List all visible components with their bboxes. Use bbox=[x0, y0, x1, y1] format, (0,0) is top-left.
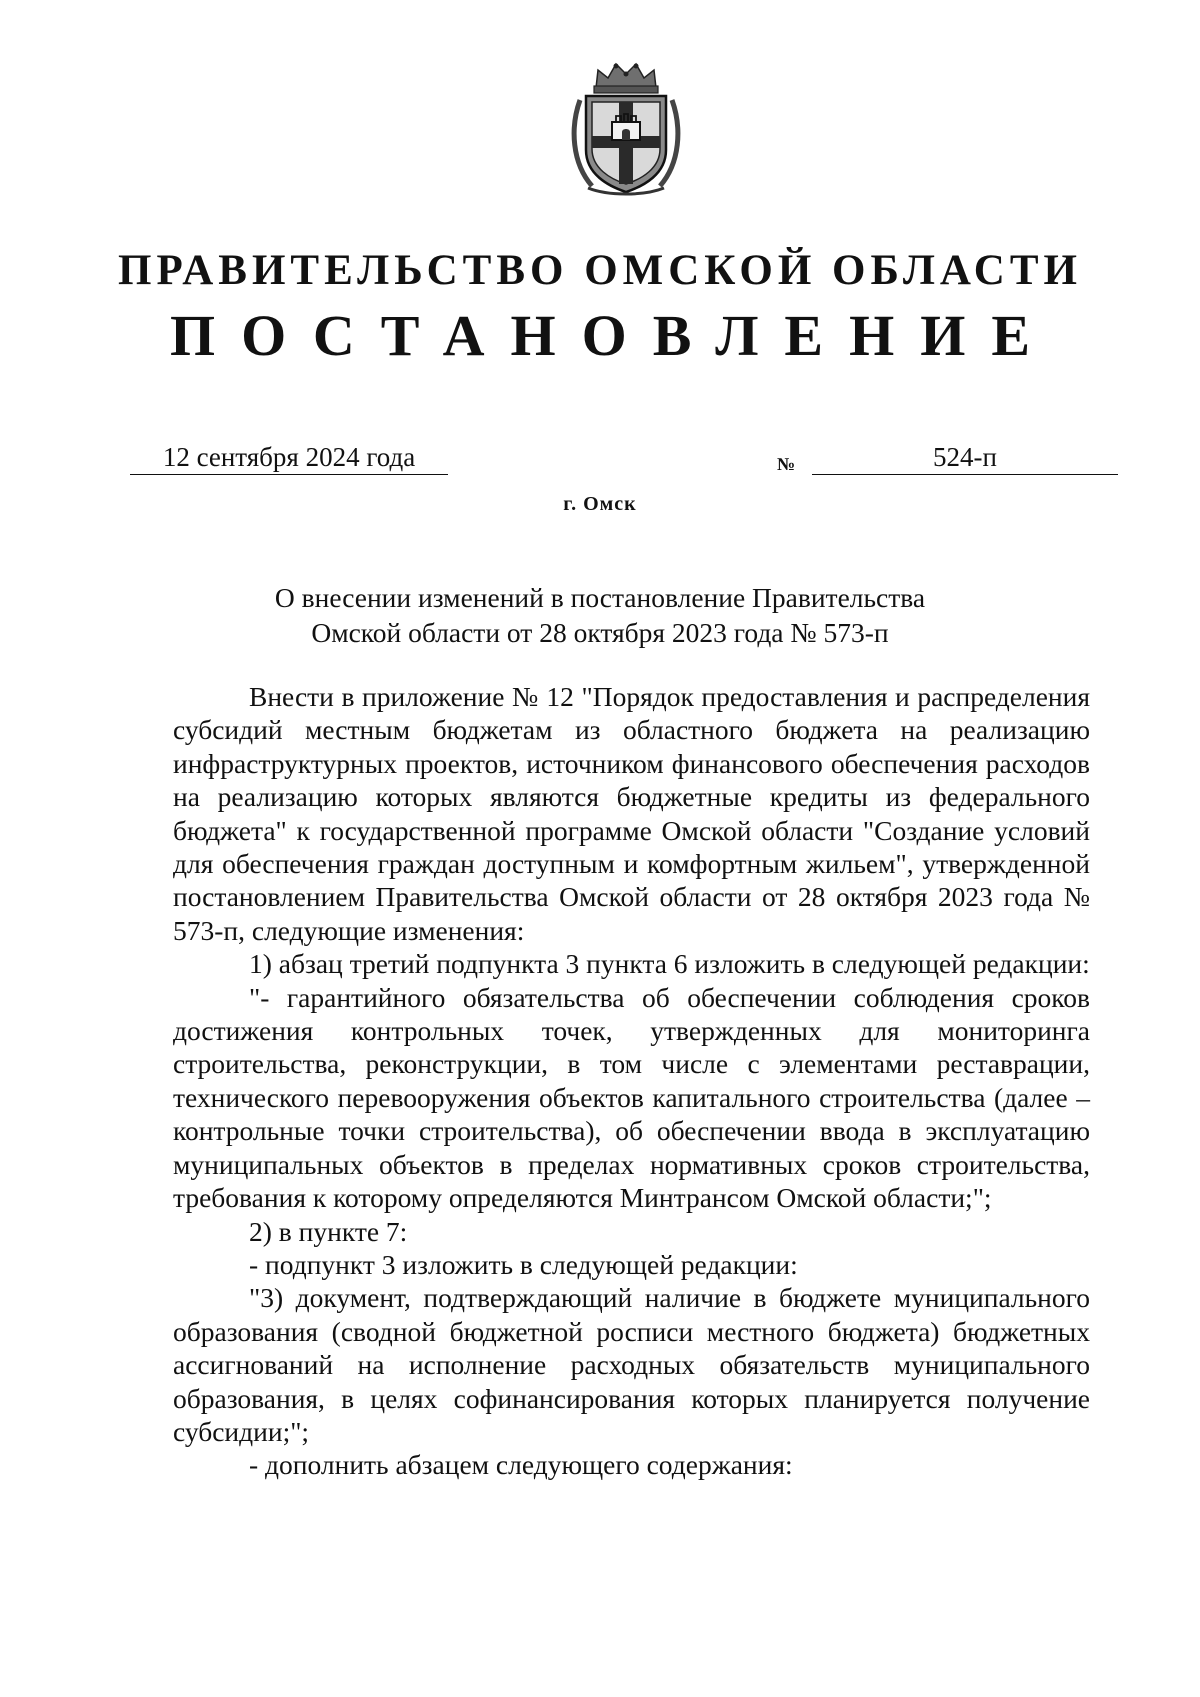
document-date: 12 сентября 2024 года bbox=[130, 440, 448, 475]
subject-line-1: О внесении изменений в постановление Правительства bbox=[274, 582, 926, 613]
coat-of-arms-icon bbox=[568, 58, 684, 198]
paragraph: 1) абзац третий подпункта 3 пункта 6 изложить в следующей редакции: bbox=[249, 948, 1090, 980]
paragraph: "3) документ, подтверждающий наличие в бюджете муниципального образования (сводной бюджетной росписи местного бюджета) бюджетных ассигнований на исполнение расходных обязательств муниципального образования, в целях софинансирования которых планируется получение субсидии;"; bbox=[173, 1282, 1090, 1447]
paragraph: 2) в пункте 7: bbox=[249, 1215, 408, 1247]
document-subject bbox=[140, 580, 1060, 650]
subject-line-2: Омской области от 28 октября 2023 года № 573-п bbox=[311, 617, 889, 648]
paragraph: - дополнить абзацем следующего содержания: bbox=[249, 1449, 793, 1481]
government-title: ПРАВИТЕЛЬСТВО ОМСКОЙ ОБЛАСТИ bbox=[118, 247, 1082, 294]
paragraph: Внести в приложение № 12 "Порядок предоставления и распределения субсидий местным бюджетам из областного бюджета на реализацию инфраструктурных проектов, источником финансового обеспечения расходов на реализацию которых являются бюджетные кредиты из федерального бюджета" к государственной программе Омской области "Создание условий для обеспечения граждан доступным и комфортным жильем", утвержденной постановлением Правительства Омской области от 28 октября 2023 года № 573-п, следующие изменения: bbox=[173, 681, 1090, 946]
number-label: № bbox=[777, 454, 796, 474]
paragraph: "- гарантийного обязательства об обеспечении соблюдения сроков достижения контрольных точек, утвержденных для мониторинга строительства, реконструкции, в том числе с элементами реставрации, технического перевооружения объектов капитального строительства (далее – контрольные точки строительства), об обеспечении ввода в эксплуатацию муниципальных объектов в пределах нормативных сроков строительства, требования к которому определяются Минтрансом Омской области;"; bbox=[173, 981, 1090, 1214]
city: г. Омск bbox=[563, 493, 637, 515]
document-type: ПОСТАНОВЛЕНИЕ bbox=[169, 303, 1057, 368]
paragraph: - подпункт 3 изложить в следующей редакции: bbox=[249, 1248, 798, 1280]
document-body bbox=[173, 680, 1090, 1482]
document-number: 524-п bbox=[812, 440, 1118, 475]
